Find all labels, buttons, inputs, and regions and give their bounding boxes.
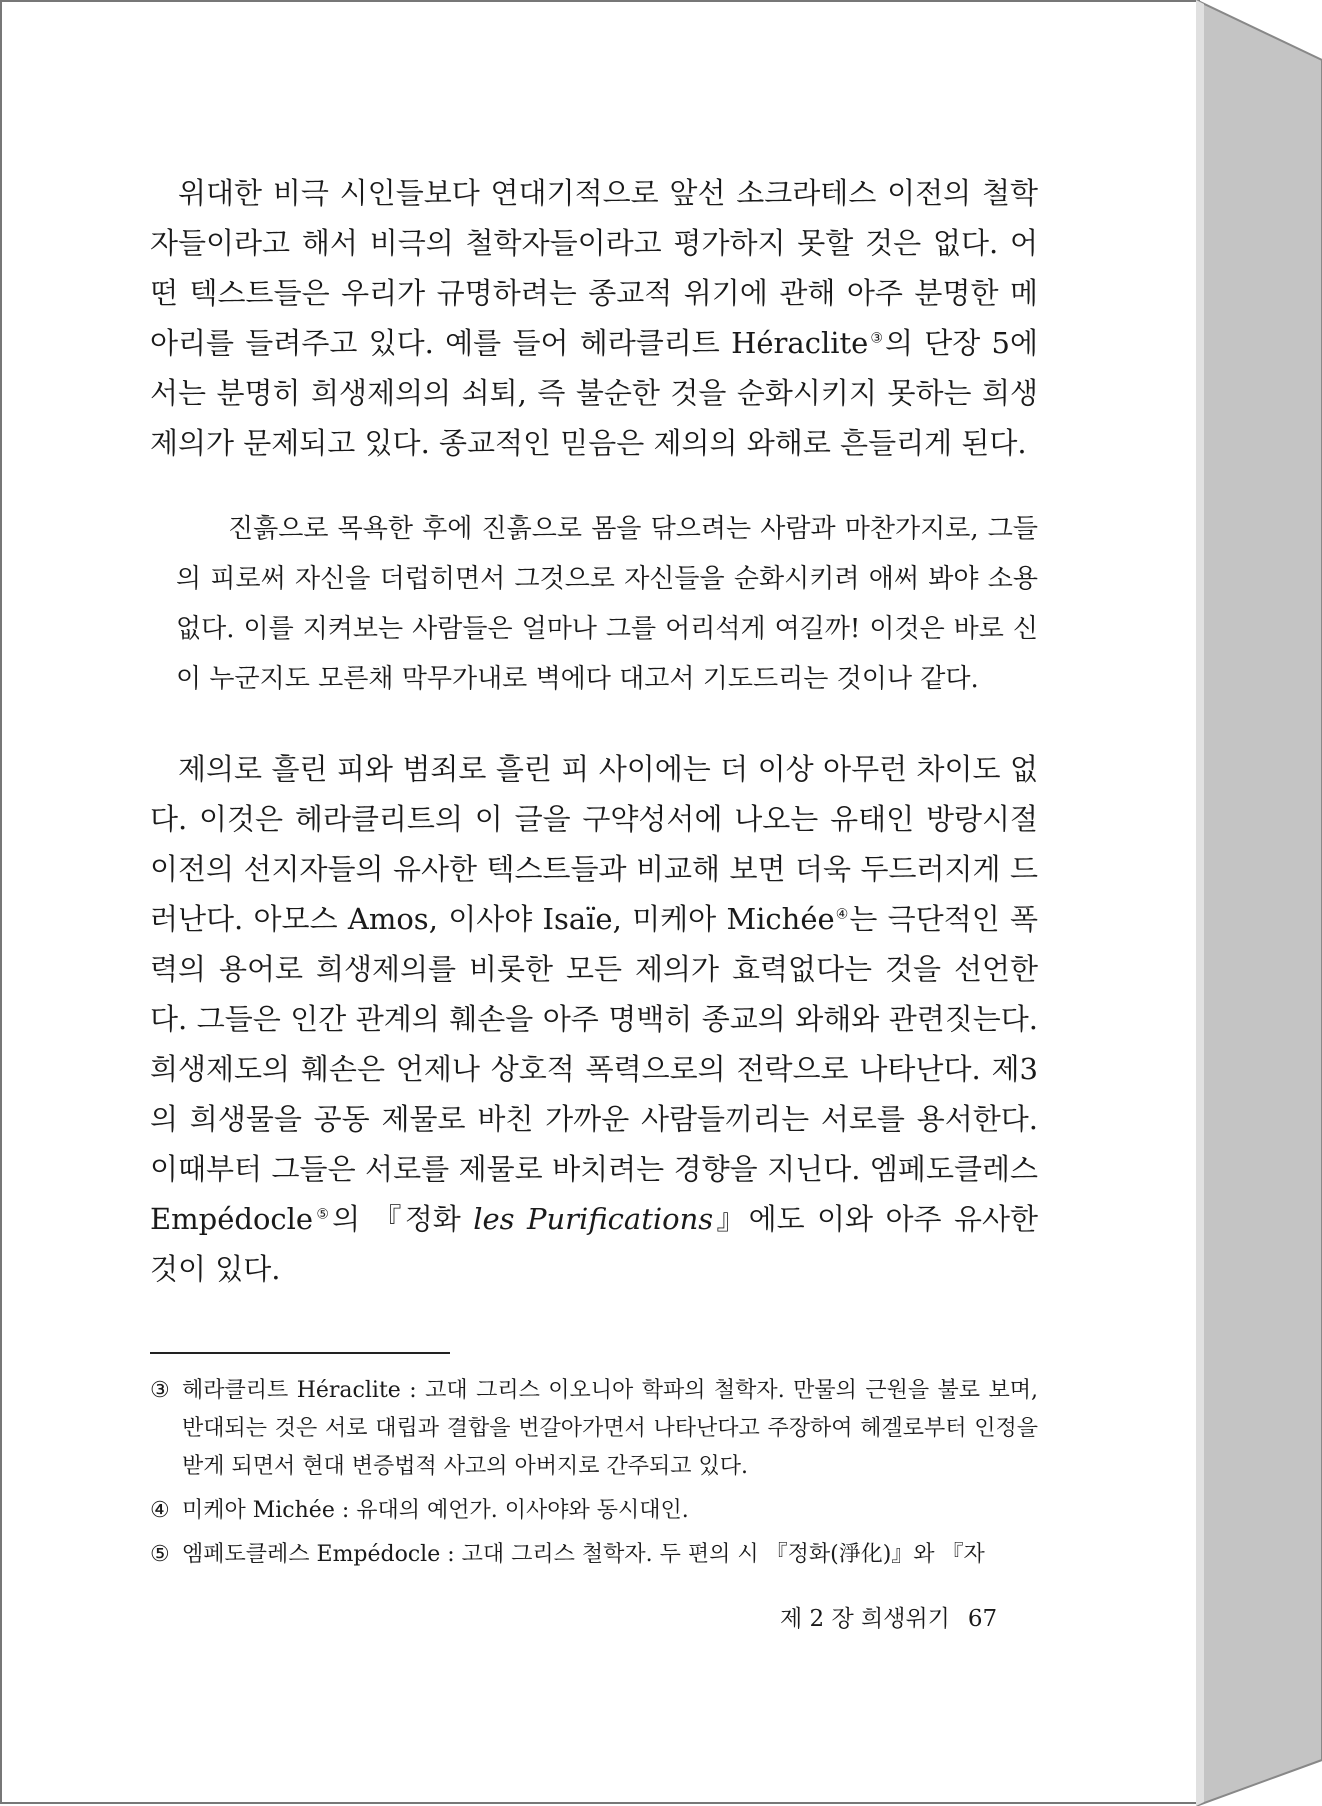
body-paragraph-2: 제의로 흘린 피와 범죄로 흘린 피 사이에는 더 이상 아무런 차이도 없다. 이것은 헤라클리트의 이 글을 구약성서에 나오는 유태인 방랑시절 이전의 선지자들의 유사한 텍스트들과 비교해 보면 더욱 두드러지게 드러난다. 아모스 Amos, 이사야 Isaïe, 미케아 Michée④는 극단적인 폭력의 용어로 희생제의를 비롯한 모든 제의가 효력없다는 것을 선언한다. 그들은 인간 관계의 훼손을 아주 명백히 종교의 와해와 관련짓는다. 희생제도의 훼손은 언제나 상호적 폭력으로의 전락으로 나타난다. 제3의 희생물을 공동 제물로 바친 가까운 사람들끼리는 서로를 용서한다. 이때부터 그들은 서로를 제물로 바치려는 경향을 지닌다. 엠페도클레스 Empédocle⑤의 『정화 les Purifications』에도 이와 아주 유사한 것이 있다.: [150, 752, 1039, 1286]
page-number: 67: [967, 1606, 998, 1632]
running-footer: [780, 1600, 997, 1633]
footnote-3: ③ 헤라클리트 Héraclite : 고대 그리스 이오니아 학파의 철학자. 만물의 근원을 불로 보며, 반대되는 것은 서로 대립과 결합을 번갈아가면서 나타난다고 주장하여 헤겔로부터 인정을 받게 되면서 현대 변증법적 사고의 아버지로 간주되고 있다.: [150, 1378, 1038, 1479]
chapter-title: 제 2 장 희생위기: [780, 1606, 950, 1632]
book-edge-decoration: [1196, 0, 1322, 1806]
footnote-4: ④ 미케아 Michée : 유대의 예언가. 이사야와 동시대인.: [150, 1498, 689, 1523]
footnote-divider: [150, 1352, 450, 1354]
body-paragraph-1: 위대한 비극 시인들보다 연대기적으로 앞선 소크라테스 이전의 철학자들이라고 해서 비극의 철학자들이라고 평가하지 못할 것은 없다. 어떤 텍스트들은 우리가 규명하려는 종교적 위기에 관해 아주 분명한 메아리를 들려주고 있다. 예를 들어 헤라클리트 Héraclite③의 단장 5에서는 분명히 희생제의의 쇠퇴, 즉 불순한 것을 순화시키지 못하는 희생제의가 문제되고 있다. 종교적인 믿음은 제의의 와해로 흔들리게 된다.: [150, 176, 1039, 460]
page-content: [150, 168, 1038, 1580]
footnote-5: ⑤ 엠페도클레스 Empédocle : 고대 그리스 철학자. 두 편의 시 『정화(淨化)』와 『자: [150, 1542, 985, 1567]
block-quote: 진흙으로 목욕한 후에 진흙으로 몸을 닦으려는 사람과 마찬가지로, 그들의 피로써 자신을 더럽히면서 그것으로 자신들을 순화시키려 애써 봐야 소용없다. 이를 지켜보는 사람들은 얼마나 그를 어리석게 여길까! 이것은 바로 신이 누군지도 모른채 막무가내로 벽에다 대고서 기도드리는 것이나 같다.: [176, 514, 1038, 694]
